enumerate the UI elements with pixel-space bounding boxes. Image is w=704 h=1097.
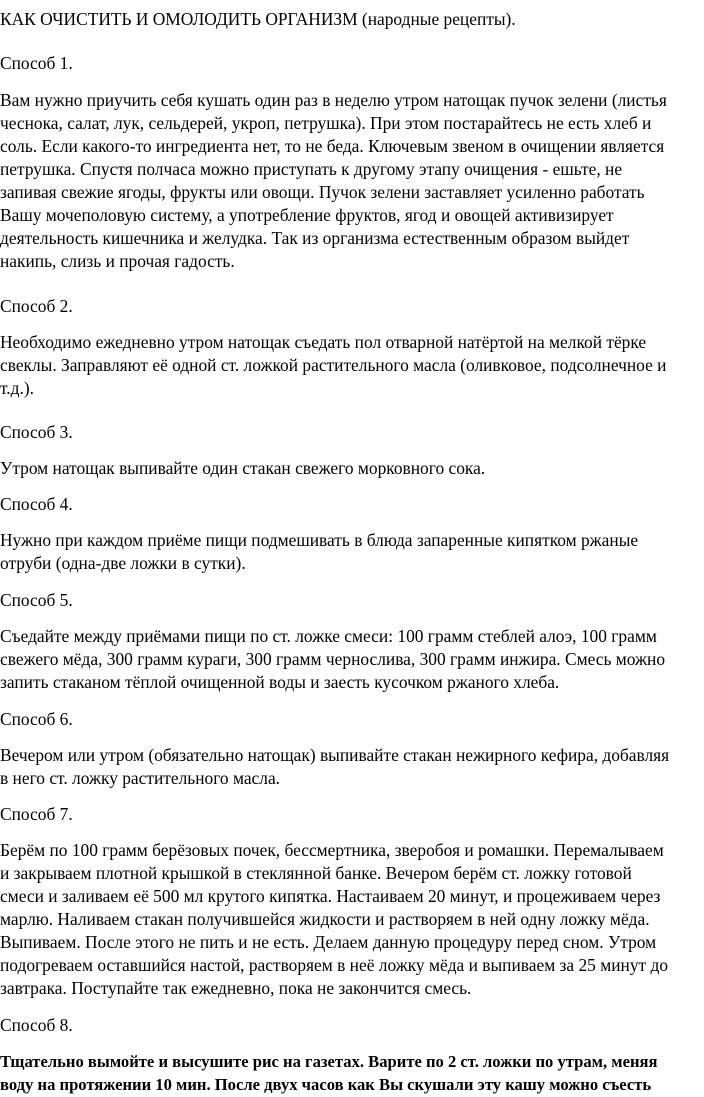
section-6-line: в него ст. ложку растительного масла. [0, 768, 281, 788]
section-7-line: смеси и заливаем её 500 мл крутого кипятка. Настаиваем 20 минут, и процеживаем через [0, 886, 661, 906]
section-2-line: Необходимо ежедневно утром натощак съедать пол отварной натёртой на мелкой тёрке [0, 332, 647, 352]
section-7-line: марлю. Наливаем стакан получившейся жидкости и растворяем в ней одну ложку мёда. [0, 909, 650, 929]
section-3-line: Утром натощак выпивайте один стакан свежего морковного сока. [0, 458, 486, 478]
section-7-line: Берём по 100 грамм берёзовых почек, бессмертника, зверобоя и ромашки. Перемалываем [0, 840, 664, 860]
section-4-line: Нужно при каждом приёме пищи подмешивать в блюда запаренные кипятком ржаные [0, 530, 639, 550]
section-2-line: свеклы. Заправляют её одной ст. ложкой растительного масла (оливковое, подсолнечное и [0, 355, 667, 375]
section-1-line: чеснока, салат, лук, сельдерей, укроп, петрушка). При этом постарайтесь не есть хлеб и [0, 113, 652, 133]
section-1-line: петрушка. Спустя полчаса можно приступать к другому этапу очищения - ешьте, не [0, 159, 623, 179]
section-5-line: свежего мёда, 300 грамм кураги, 300 грамм чернослива, 300 грамм инжира. Смесь можно [0, 649, 666, 669]
section-6-line: Вечером или утром (обязательно натощак) выпивайте стакан нежирного кефира, добавляя [0, 745, 670, 765]
section-7-line: завтрака. Поступайте так ежедневно, пока не закончится смесь. [0, 978, 472, 998]
section-1-line: Вам нужно приучить себя кушать один раз в неделю утром натощак пучок зелени (листья [0, 90, 667, 110]
section-1-line: Вашу мочеполовую систему, а употребление фруктов, ягод и овощей активизирует [0, 205, 614, 225]
section-heading-5: Способ 5. [0, 590, 73, 610]
section-heading-2: Способ 2. [0, 296, 73, 316]
section-heading-3: Способ 3. [0, 422, 73, 442]
section-8-line: воду на протяжении 10 мин. После двух часов как Вы скушали эту кашу можно съесть [0, 1075, 652, 1094]
section-heading-8: Способ 8. [0, 1015, 73, 1035]
section-5-line: Съедайте между приёмами пищи по ст. ложке смеси: 100 грамм стеблей алоэ, 100 грамм [0, 626, 657, 646]
section-7-line: подогреваем оставшийся настой, растворяем в неё ложку мёда и выпиваем за 25 минут до [0, 955, 669, 975]
section-5-line: запить стаканом тёплой очищенной воды и заесть кусочком ржаного хлеба. [0, 672, 560, 692]
section-2-line: т.д.). [0, 378, 34, 398]
section-7-line: и закрываем плотной крышкой в стеклянной банке. Вечером берём ст. ложку готовой [0, 863, 632, 883]
section-1-line: соль. Если какого-то ингредиента нет, то не беда. Ключевым звеном в очищении является [0, 136, 665, 156]
section-1-line: деятельность кишечника и желудка. Так из организма естественным образом выйдет [0, 228, 630, 248]
section-1-line: накипь, слизь и прочая гадость. [0, 251, 235, 271]
section-heading-7: Способ 7. [0, 804, 73, 824]
section-heading-1: Способ 1. [0, 53, 73, 73]
section-4-line: отруби (одна-две ложки в сутки). [0, 553, 246, 573]
section-7-line: Выпиваем. После этого не пить и не есть. Делаем данную процедуру перед сном. Утром [0, 932, 657, 952]
section-1-line: запивая свежие ягоды, фрукты или овощи. Пучок зелени заставляет усиленно работать [0, 182, 645, 202]
section-heading-4: Способ 4. [0, 494, 73, 514]
section-heading-6: Способ 6. [0, 709, 73, 729]
document-title: КАК ОЧИСТИТЬ И ОМОЛОДИТЬ ОРГАНИЗМ (народные рецепты). [0, 9, 516, 29]
section-8-line: Тщательно вымойте и высушите рис на газетах. Варите по 2 ст. ложки по утрам, меняя [0, 1052, 658, 1071]
